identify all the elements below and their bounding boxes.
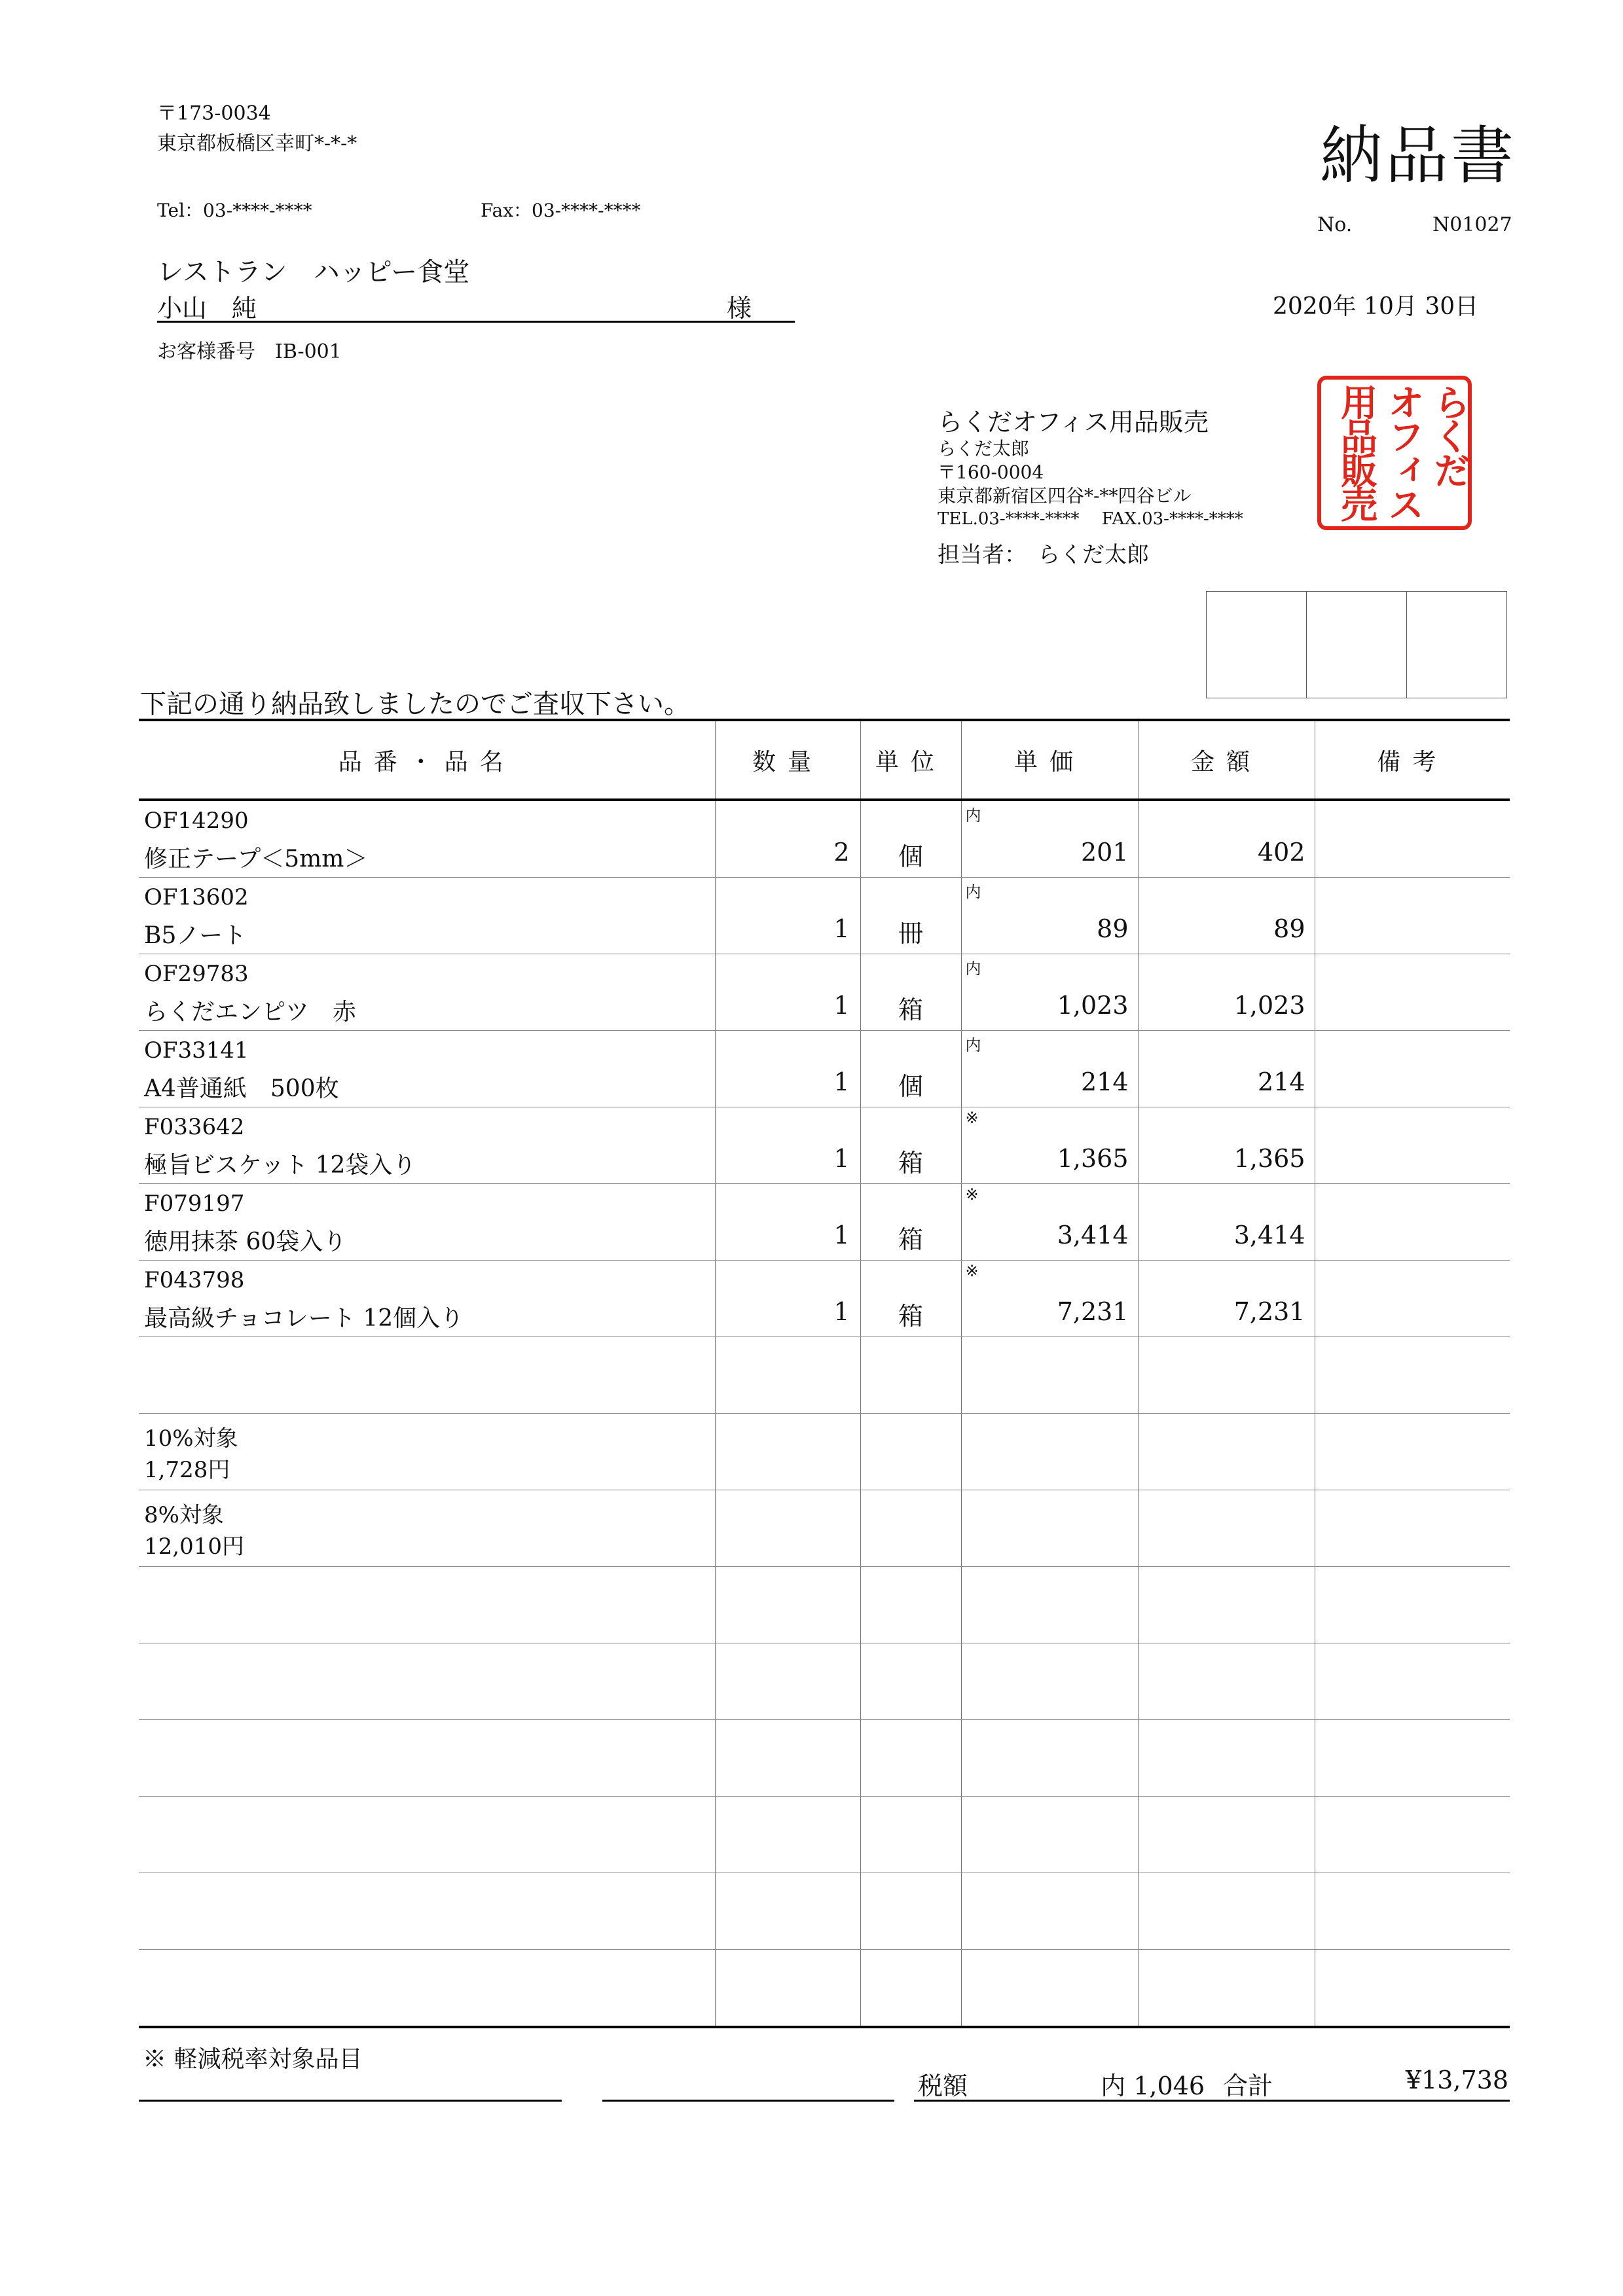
table-cell [1315,1261,1510,1337]
tax-summary-row [139,1414,1510,1490]
item-unit: 箱 [898,1302,923,1331]
doc-number: N01027 [1432,213,1512,236]
table-cell [1138,954,1315,1031]
table-row [139,878,1510,954]
header-item: 品番・品名 [139,720,715,800]
table-cell [860,1643,961,1720]
table-cell [715,1567,860,1643]
item-amount: 1,023 [1233,991,1305,1020]
blank-row [139,1797,1510,1873]
item-name: 徳用抹茶 60袋入り [144,1229,347,1255]
table-cell [860,1107,961,1184]
table-cell [860,1797,961,1873]
table-cell [860,800,961,878]
seller-postal: 〒160-0004 [938,461,1044,483]
table-cell [961,1643,1138,1720]
table-cell [1138,1720,1315,1797]
item-code: OF33141 [144,1037,249,1064]
table-cell [1315,954,1510,1031]
table-cell [715,1184,860,1261]
item-qty: 1 [833,1144,850,1173]
table-cell [961,800,1138,878]
table-cell [715,1107,860,1184]
table-cell [139,1261,715,1337]
table-cell [1315,878,1510,954]
tax-mark: ※ [965,1185,979,1204]
customer-honorific: 様 [727,294,752,323]
tax-mark: 内 [965,1036,981,1054]
table-cell [1315,1720,1510,1797]
item-price: 201 [1080,838,1129,867]
table-cell [715,1643,860,1720]
item-amount: 7,231 [1233,1297,1305,1326]
tax-rate-label: 8%対象 [144,1502,224,1528]
table-cell [1315,1950,1510,2028]
table-cell [139,1337,715,1414]
customer-company: レストラン ハッピー食堂 [157,257,470,287]
table-cell [961,1414,1138,1490]
table-cell [961,1261,1138,1337]
table-cell [715,1950,860,2028]
table-cell [961,1184,1138,1261]
tax-value: 内 1,046 [1101,2072,1205,2100]
approval-box [1307,592,1407,698]
item-qty: 1 [833,1297,850,1326]
table-cell [139,878,715,954]
table-cell [715,1414,860,1490]
approval-box [1407,592,1506,698]
doc-number-label: No. [1317,213,1353,236]
table-row [139,954,1510,1031]
table-cell [139,1107,715,1184]
table-cell [1138,1873,1315,1950]
table-cell [1315,1873,1510,1950]
table-cell [139,1873,715,1950]
approval-boxes [1206,591,1507,698]
table-cell [1138,1797,1315,1873]
item-price: 89 [1097,914,1129,943]
table-cell [1315,1184,1510,1261]
table-cell [1315,1337,1510,1414]
table-cell [139,1414,715,1490]
item-amount: 402 [1257,838,1305,867]
table-cell [139,800,715,878]
tax-mark: 内 [965,883,981,901]
blank-row [139,1567,1510,1643]
table-cell [1138,1337,1315,1414]
table-cell [961,1490,1138,1567]
item-qty: 1 [833,1067,850,1096]
table-cell [1138,1414,1315,1490]
table-cell [139,1643,715,1720]
table-cell [1315,1031,1510,1107]
issue-date: 2020年 10月 30日 [1273,293,1479,320]
seller-address: 東京都新宿区四谷*-**四谷ビル [938,485,1192,507]
table-cell [715,954,860,1031]
item-name: A4普通紙 500枚 [144,1075,339,1102]
table-cell [1138,1261,1315,1337]
table-cell [961,1107,1138,1184]
sender-tel: Tel：03-****-**** [157,200,312,221]
customer-person: 小山 純 [157,294,257,323]
item-qty: 2 [833,838,850,867]
table-cell [1138,1184,1315,1261]
document-title: 納品書 [1320,119,1516,192]
table-cell [860,1337,961,1414]
tax-rate-value: 1,728円 [144,1457,230,1483]
items-table [139,719,1510,2028]
seller-name: らくだ太郎 [938,438,1030,459]
company-seal-stamp [1317,376,1472,530]
total-value: ¥13,738 [1405,2066,1508,2094]
table-row [139,1107,1510,1184]
blank-row [139,1950,1510,2028]
header-amount: 金額 [1138,720,1315,800]
item-amount: 214 [1257,1067,1305,1096]
table-cell [1138,1567,1315,1643]
footer-line [914,2100,1510,2102]
table-cell [961,1567,1138,1643]
table-cell [961,1873,1138,1950]
sender-address: 東京都板橋区幸町*-*-* [157,132,357,155]
blank-row [139,1873,1510,1950]
tax-mark: ※ [965,1109,979,1127]
header-note: 備考 [1315,720,1510,800]
item-unit: 箱 [898,996,923,1024]
item-code: F033642 [144,1114,245,1140]
table-row [139,800,1510,878]
table-cell [715,1490,860,1567]
table-cell [139,1950,715,2028]
sender-fax: Fax：03-****-**** [481,200,641,221]
table-cell [1138,1950,1315,2028]
table-cell [715,1337,860,1414]
item-code: OF29783 [144,961,249,987]
header-price: 単価 [961,720,1138,800]
table-cell [1315,800,1510,878]
table-cell [1315,1414,1510,1490]
customer-name-line [157,288,795,323]
table-cell [1138,1490,1315,1567]
tax-rate-value: 12,010円 [144,1534,244,1560]
table-cell [1315,1490,1510,1567]
tax-rate-label: 10%対象 [144,1426,238,1452]
item-unit: 個 [898,842,923,871]
item-qty: 1 [833,1221,850,1249]
reduced-tax-note: ※ 軽減税率対象品目 [143,2046,363,2073]
table-cell [1138,1107,1315,1184]
table-cell [860,1950,961,2028]
item-price: 7,231 [1057,1297,1129,1326]
item-qty: 1 [833,991,850,1020]
blank-row [139,1720,1510,1797]
table-cell [860,1031,961,1107]
table-cell [961,1950,1138,2028]
item-code: OF13602 [144,884,249,910]
stamp-text-col1: らくだ [1428,384,1470,486]
table-row [139,1031,1510,1107]
header-unit: 単位 [860,720,961,800]
table-cell [715,800,860,878]
table-cell [139,1797,715,1873]
seller-company: らくだオフィス用品販売 [938,408,1209,437]
item-unit: 個 [898,1072,923,1101]
table-cell [860,1720,961,1797]
table-row [139,1261,1510,1337]
table-cell [961,1720,1138,1797]
table-header-row [139,720,1510,800]
tax-summary-row [139,1490,1510,1567]
table-cell [860,1567,961,1643]
table-cell [715,1031,860,1107]
seller-staff: 担当者： らくだ太郎 [938,542,1149,568]
table-cell [1315,1643,1510,1720]
tax-mark: 内 [965,960,981,978]
footer-line [602,2100,894,2102]
tax-label: 税額 [918,2072,968,2100]
table-cell [1138,1643,1315,1720]
table-cell [715,1720,860,1797]
item-name: らくだエンピツ 赤 [144,999,357,1026]
tax-mark: 内 [965,806,981,825]
table-cell [715,1873,860,1950]
item-amount: 3,414 [1233,1221,1305,1249]
item-amount: 1,365 [1233,1144,1305,1173]
table-cell [139,1567,715,1643]
table-cell [961,1031,1138,1107]
item-price: 3,414 [1057,1221,1129,1249]
item-price: 1,365 [1057,1144,1129,1173]
footer-line [139,2100,562,2102]
item-name: 極旨ビスケット 12袋入り [144,1152,416,1179]
item-price: 214 [1080,1067,1129,1096]
header-qty: 数量 [715,720,860,800]
table-cell [1138,1031,1315,1107]
table-cell [860,954,961,1031]
blank-row [139,1643,1510,1720]
stamp-text-col3: 用品販売 [1335,384,1377,520]
table-cell [860,1184,961,1261]
customer-number: お客様番号 IB-001 [157,340,342,363]
sender-postal: 〒173-0034 [157,102,271,125]
item-unit: 箱 [898,1225,923,1254]
table-cell [1315,1567,1510,1643]
table-cell [139,1184,715,1261]
item-unit: 冊 [898,919,923,948]
item-qty: 1 [833,914,850,943]
table-cell [139,1490,715,1567]
table-cell [860,1414,961,1490]
item-unit: 箱 [898,1149,923,1177]
seller-telfax: TEL.03-****-**** FAX.03-****-**** [938,509,1243,529]
table-cell [961,878,1138,954]
table-cell [961,1337,1138,1414]
table-cell [1138,800,1315,878]
table-cell [715,1261,860,1337]
item-code: F043798 [144,1267,245,1293]
table-cell [961,954,1138,1031]
total-label: 合計 [1223,2072,1273,2100]
table-cell [961,1797,1138,1873]
table-cell [139,1031,715,1107]
table-cell [1138,878,1315,954]
table-cell [715,1797,860,1873]
table-cell [860,878,961,954]
item-amount: 89 [1273,914,1305,943]
table-cell [1315,1107,1510,1184]
table-cell [715,878,860,954]
table-cell [1315,1797,1510,1873]
table-row [139,1184,1510,1261]
item-code: OF14290 [144,808,249,834]
table-cell [139,954,715,1031]
notice-text: 下記の通り納品致しましたのでご査収下さい。 [140,689,690,719]
table-cell [860,1873,961,1950]
blank-row [139,1337,1510,1414]
tax-mark: ※ [965,1262,979,1280]
approval-box [1207,592,1307,698]
item-name: 修正テープ＜5mm＞ [144,846,368,872]
item-code: F079197 [144,1191,245,1217]
stamp-text-col2: オフィス [1382,384,1425,520]
table-cell [139,1720,715,1797]
table-cell [860,1261,961,1337]
item-name: 最高級チョコレート 12個入り [144,1305,464,1332]
table-cell [860,1490,961,1567]
item-price: 1,023 [1057,991,1129,1020]
item-name: B5ノート [144,922,247,949]
